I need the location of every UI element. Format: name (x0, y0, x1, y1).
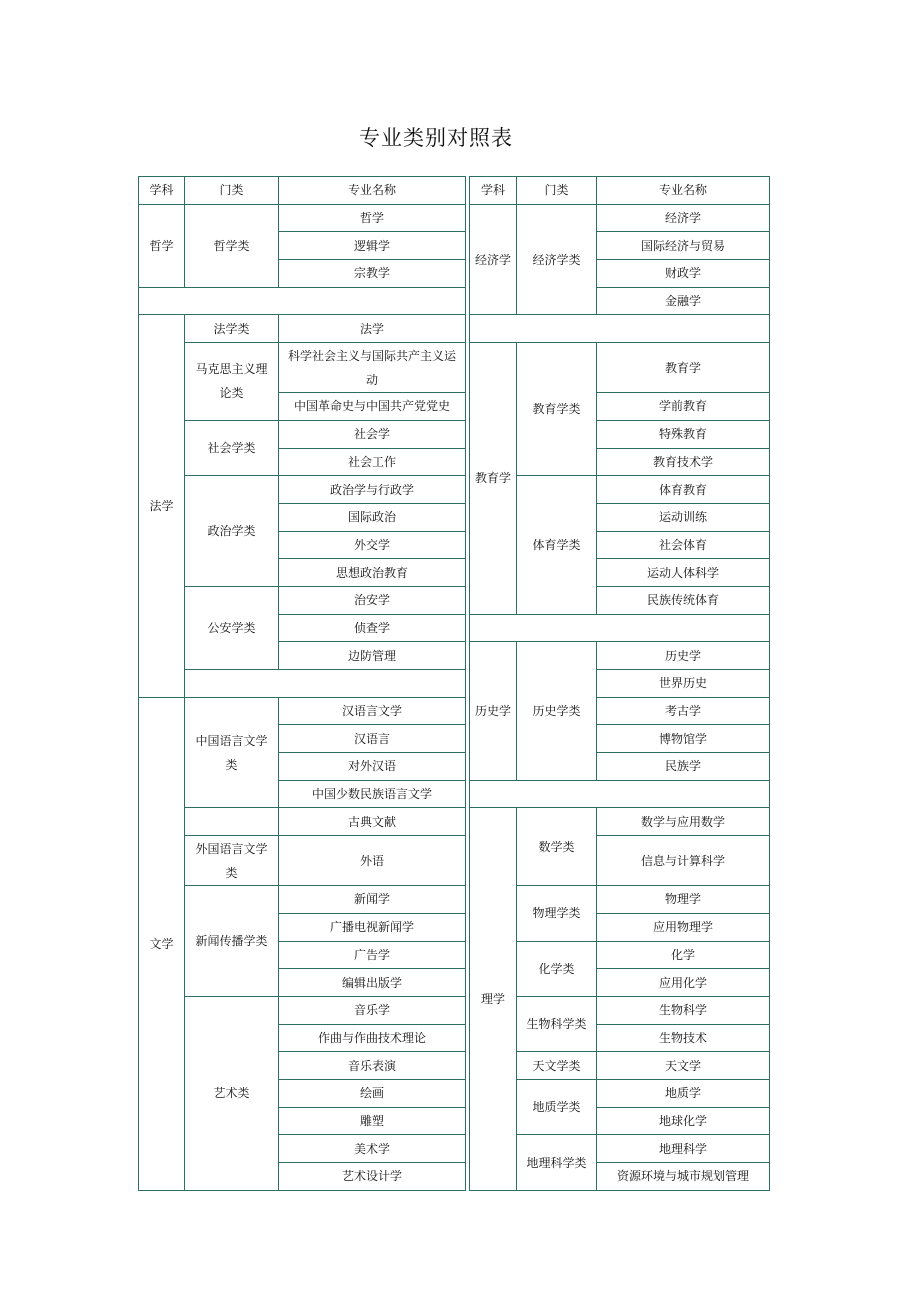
table-row (139, 204, 466, 232)
discipline-cell: 历史学 (470, 642, 517, 780)
header-cell: 专业名称 (597, 177, 770, 205)
major-cell: 教育学 (597, 343, 770, 393)
category-cell: 社会学类 (185, 420, 279, 475)
major-cell: 物理学 (597, 886, 770, 914)
blank-row (139, 287, 466, 315)
major-cell: 治安学 (279, 586, 466, 614)
category-cell: 艺术类 (185, 996, 279, 1190)
major-cell: 汉语言文学 (279, 697, 466, 725)
major-cell: 民族传统体育 (597, 586, 770, 614)
discipline-cell: 理学 (470, 808, 517, 1190)
major-cell: 体育教育 (597, 476, 770, 504)
major-cell: 学前教育 (597, 393, 770, 421)
category-cell: 体育学类 (517, 476, 597, 614)
major-cell: 经济学 (597, 204, 770, 232)
header-cell: 学科 (470, 177, 517, 205)
major-cell: 资源环境与城市规划管理 (597, 1163, 770, 1191)
blank-cell (470, 315, 770, 343)
table-row (139, 836, 466, 886)
left-table (138, 176, 466, 1191)
discipline-cell: 哲学 (139, 204, 185, 287)
major-cell: 法学 (279, 315, 466, 343)
category-cell: 外国语言文学类 (185, 836, 279, 886)
major-cell: 音乐表演 (279, 1052, 466, 1080)
major-cell: 地球化学 (597, 1107, 770, 1135)
category-cell: 生物科学类 (517, 996, 597, 1051)
major-cell: 博物馆学 (597, 725, 770, 753)
blank-cell (185, 670, 466, 698)
major-cell: 天文学 (597, 1052, 770, 1080)
major-cell: 哲学 (279, 204, 466, 232)
blank-cell (470, 780, 770, 808)
table-row (139, 343, 466, 393)
blank-cell (470, 614, 770, 642)
major-cell: 逻辑学 (279, 232, 466, 260)
major-cell: 汉语言 (279, 725, 466, 753)
category-cell: 中国语言文学类 (185, 697, 279, 808)
table-row (139, 420, 466, 448)
major-cell: 金融学 (597, 287, 770, 315)
header-cell: 门类 (185, 177, 279, 205)
major-cell: 艺术设计学 (279, 1163, 466, 1191)
page-title: 专业类别对照表 (359, 126, 513, 150)
major-cell: 边防管理 (279, 642, 466, 670)
major-cell: 外语 (279, 836, 466, 886)
table-row (139, 697, 466, 725)
category-cell: 法学类 (185, 315, 279, 343)
major-cell: 特殊教育 (597, 420, 770, 448)
category-cell: 化学类 (517, 941, 597, 996)
major-cell: 国际政治 (279, 503, 466, 531)
major-cell: 社会体育 (597, 531, 770, 559)
major-cell: 化学 (597, 941, 770, 969)
table-row (139, 586, 466, 614)
category-cell: 马克思主义理论类 (185, 343, 279, 421)
table-row (470, 343, 770, 393)
table-row (470, 808, 770, 836)
table-row (139, 808, 466, 836)
major-cell: 编辑出版学 (279, 969, 466, 997)
category-cell: 政治学类 (185, 476, 279, 587)
major-cell: 中国少数民族语言文学 (279, 780, 466, 808)
major-cell: 外交学 (279, 531, 466, 559)
category-cell: 教育学类 (517, 343, 597, 476)
major-cell: 社会学 (279, 420, 466, 448)
category-cell: 历史学类 (517, 642, 597, 780)
major-cell: 对外汉语 (279, 753, 466, 781)
major-cell: 社会工作 (279, 448, 466, 476)
blank-row (470, 780, 770, 808)
table-row (139, 315, 466, 343)
major-cell: 财政学 (597, 260, 770, 288)
major-cell: 应用化学 (597, 969, 770, 997)
blank-row (139, 670, 466, 698)
major-cell: 科学社会主义与国际共产主义运动 (279, 343, 466, 393)
header-cell: 学科 (139, 177, 185, 205)
discipline-cell: 教育学 (470, 343, 517, 615)
table-header-row (139, 177, 466, 205)
major-cell: 世界历史 (597, 670, 770, 698)
header-cell: 专业名称 (279, 177, 466, 205)
major-cell: 作曲与作曲技术理论 (279, 1024, 466, 1052)
major-cell: 考古学 (597, 697, 770, 725)
category-cell: 经济学类 (517, 204, 597, 315)
right-table (469, 176, 770, 1191)
major-cell: 运动训练 (597, 503, 770, 531)
blank-row (470, 614, 770, 642)
major-cell: 地质学 (597, 1079, 770, 1107)
category-cell: 数学类 (517, 808, 597, 886)
major-cell: 地理科学 (597, 1135, 770, 1163)
major-cell: 政治学与行政学 (279, 476, 466, 504)
table-row (139, 476, 466, 504)
major-cell: 国际经济与贸易 (597, 232, 770, 260)
table-header-row (470, 177, 770, 205)
major-cell: 信息与计算科学 (597, 836, 770, 886)
major-cell: 中国革命史与中国共产党党史 (279, 393, 466, 421)
major-cell: 教育技术学 (597, 448, 770, 476)
major-cell: 雕塑 (279, 1107, 466, 1135)
major-cell: 思想政治教育 (279, 559, 466, 587)
major-cell: 广播电视新闻学 (279, 913, 466, 941)
discipline-cell: 文学 (139, 697, 185, 1190)
major-cell: 应用物理学 (597, 913, 770, 941)
table-row (139, 886, 466, 914)
category-cell: 地质学类 (517, 1079, 597, 1134)
category-cell: 公安学类 (185, 586, 279, 669)
major-cell: 古典文献 (279, 808, 466, 836)
major-cell: 美术学 (279, 1135, 466, 1163)
header-cell: 门类 (517, 177, 597, 205)
major-cell: 民族学 (597, 753, 770, 781)
major-cell: 运动人体科学 (597, 559, 770, 587)
discipline-cell: 法学 (139, 315, 185, 697)
category-cell: 哲学类 (185, 204, 279, 287)
blank-cell (139, 287, 466, 315)
blank-row (470, 315, 770, 343)
major-cell: 生物技术 (597, 1024, 770, 1052)
major-cell: 绘画 (279, 1079, 466, 1107)
major-cell: 侦查学 (279, 614, 466, 642)
table-row (470, 204, 770, 232)
major-cell: 生物科学 (597, 996, 770, 1024)
category-cell: 物理学类 (517, 886, 597, 941)
major-cell: 历史学 (597, 642, 770, 670)
table-row (139, 996, 466, 1024)
major-cell: 音乐学 (279, 996, 466, 1024)
major-cell: 数学与应用数学 (597, 808, 770, 836)
category-cell: 新闻传播学类 (185, 886, 279, 997)
table-row (470, 642, 770, 670)
category-cell: 地理科学类 (517, 1135, 597, 1190)
discipline-cell: 经济学 (470, 204, 517, 315)
category-cell (185, 808, 279, 836)
major-cell: 宗教学 (279, 260, 466, 288)
major-cell: 广告学 (279, 941, 466, 969)
major-cell: 新闻学 (279, 886, 466, 914)
category-cell: 天文学类 (517, 1052, 597, 1080)
